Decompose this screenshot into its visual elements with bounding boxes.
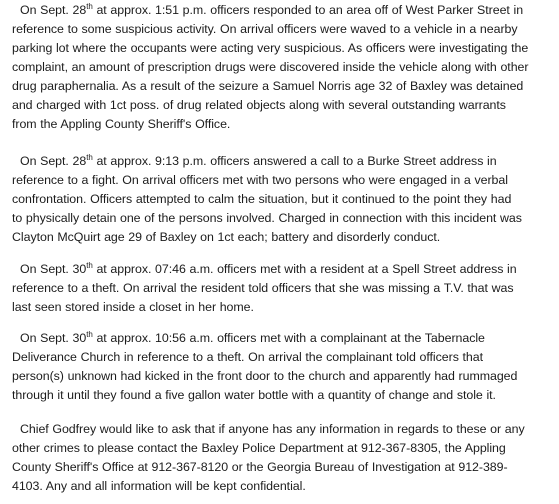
paragraph-line: County Sheriff's Office at 912-367-8120 or the Georgia Bureau of Investigation at 912-389-	[12, 460, 508, 474]
paragraph-first-line: On Sept. 30th at approx. 07:46 a.m. officers met with a resident at a Spell Street address in	[20, 261, 517, 276]
paragraph-line: reference to a fight. On arrival officers met with two persons who were engaged in a verbal	[12, 173, 508, 187]
paragraph-line: 4103. Any and all information will be kept confidential.	[12, 479, 306, 493]
incident-date: On Sept. 28	[20, 154, 87, 168]
date-ordinal: th	[86, 261, 93, 270]
paragraph-line: reference to some suspicious activity. On arrival officers were waved to a vehicle in a nearby	[12, 22, 518, 36]
paragraph-line: and charged with 1ct poss. of drug related objects along with several outstanding warrants	[12, 98, 506, 112]
paragraph-line: person(s) unknown had kicked in the front door to the church and apparently had rummaged	[12, 369, 518, 383]
incident-paragraph-3	[12, 260, 554, 317]
date-ordinal: th	[86, 2, 93, 11]
incident-paragraph-4	[12, 329, 554, 405]
paragraph-line: last seen stored inside a closet in her home.	[12, 300, 254, 314]
paragraph-line: Deliverance Church in reference to a theft. On arrival the complainant told officers that	[12, 350, 483, 364]
incident-date: On Sept. 30	[20, 331, 87, 345]
paragraph-first-line: On Sept. 28th at approx. 9:13 p.m. officers answered a call to a Burke Street address in	[20, 153, 497, 168]
paragraph-line: confrontation. Officers attempted to calm the situation, but it continued to the point they had	[12, 192, 512, 206]
paragraph-first-line: On Sept. 28th at approx. 1:51 p.m. officers responded to an area off of West Parker Street in	[20, 2, 524, 17]
incident-paragraph-1	[12, 1, 554, 134]
paragraph-first-line: Chief Godfrey would like to ask that if anyone has any information in regards to these or any	[20, 422, 525, 436]
paragraph-line: reference to a theft. On arrival the resident told officers that she was missing a T.V. that was	[12, 281, 514, 295]
paragraph-line: from the Appling County Sheriff's Office.	[12, 117, 231, 131]
paragraph-first-line: On Sept. 30th at approx. 10:56 a.m. officers met with a complainant at the Tabernacle	[20, 330, 485, 345]
paragraph-line: other crimes to please contact the Baxley Police Department at 912-367-8305, the Appling	[12, 441, 506, 455]
date-ordinal: th	[86, 153, 93, 162]
incident-date: On Sept. 30	[20, 262, 87, 276]
paragraph-line: parking lot where the occupants were acting very suspicious. As officers were investigating the	[12, 41, 529, 55]
incident-date: On Sept. 28	[20, 3, 87, 17]
paragraph-line: complaint, an amount of prescription drugs were discovered inside the vehicle along with other	[12, 60, 529, 74]
date-ordinal: th	[86, 330, 93, 339]
paragraph-line: to physically detain one of the persons involved. Charged in connection with this incident was	[12, 211, 522, 225]
paragraph-line: Clayton McQuirt age 29 of Baxley on 1ct each; battery and disorderly conduct.	[12, 230, 441, 244]
incident-paragraph-2	[12, 152, 554, 247]
contact-paragraph	[12, 420, 554, 496]
paragraph-line: through it until they found a five gallon water bottle with a quantity of change and stole it.	[12, 388, 496, 402]
paragraph-line: drug paraphernalia. As a result of the seizure a Samuel Norris age 32 of Baxley was detained	[12, 79, 524, 93]
